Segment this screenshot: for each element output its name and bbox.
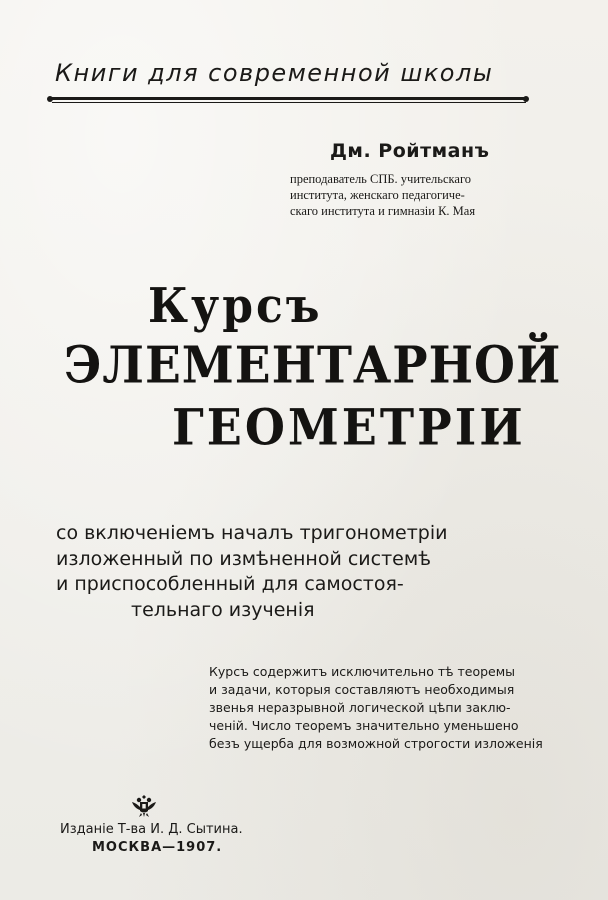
author-name: Дм. Ройтманъ <box>330 140 490 162</box>
rule-end-ornament-right <box>523 96 529 102</box>
rule-end-ornament-left <box>47 96 53 102</box>
double-headed-eagle-icon <box>131 794 157 818</box>
credentials-line: института, женскаго педагогиче- <box>290 188 465 202</box>
series-rule-thick <box>52 97 526 100</box>
book-title-line-3: ГЕОМЕТРІИ <box>172 398 526 457</box>
subtitle-line: и приспособленный для самостоя- <box>56 573 404 595</box>
book-title-line-1: Курсъ <box>148 279 323 335</box>
subtitle-line: со включеніемъ началъ тригонометріи <box>56 522 448 544</box>
credentials-line: преподаватель СПБ. учительскаго <box>290 172 472 186</box>
series-rule-thin <box>52 102 526 103</box>
subtitle-line: тельнаго изученія <box>131 598 315 621</box>
book-subtitle <box>56 521 476 623</box>
subtitle-line: изложенный по измѣненной системѣ <box>56 547 431 570</box>
author-credentials <box>290 171 530 219</box>
publisher-line: Изданіе Т-ва И. Д. Сытина. <box>60 822 243 837</box>
description-line: и задачи, которыя составляютъ необходимыя <box>209 682 515 697</box>
book-title-line-2: ЭЛЕМЕНТАРНОЙ <box>64 336 562 396</box>
course-description <box>209 663 544 753</box>
description-line: звенья неразрывной логической цѣпи заклю- <box>209 700 511 715</box>
description-line: безъ ущерба для возможной строгости изложенія <box>209 736 543 751</box>
description-line: Курсъ содержитъ исключительно тѣ теоремы <box>209 664 516 679</box>
credentials-line: скаго института и гимназіи К. Мая <box>290 204 476 218</box>
series-title: Книги для современной школы <box>55 59 494 87</box>
place-year-line: МОСКВА—1907. <box>92 840 223 855</box>
description-line: ченій. Число теоремъ значительно уменьшено <box>209 718 519 733</box>
